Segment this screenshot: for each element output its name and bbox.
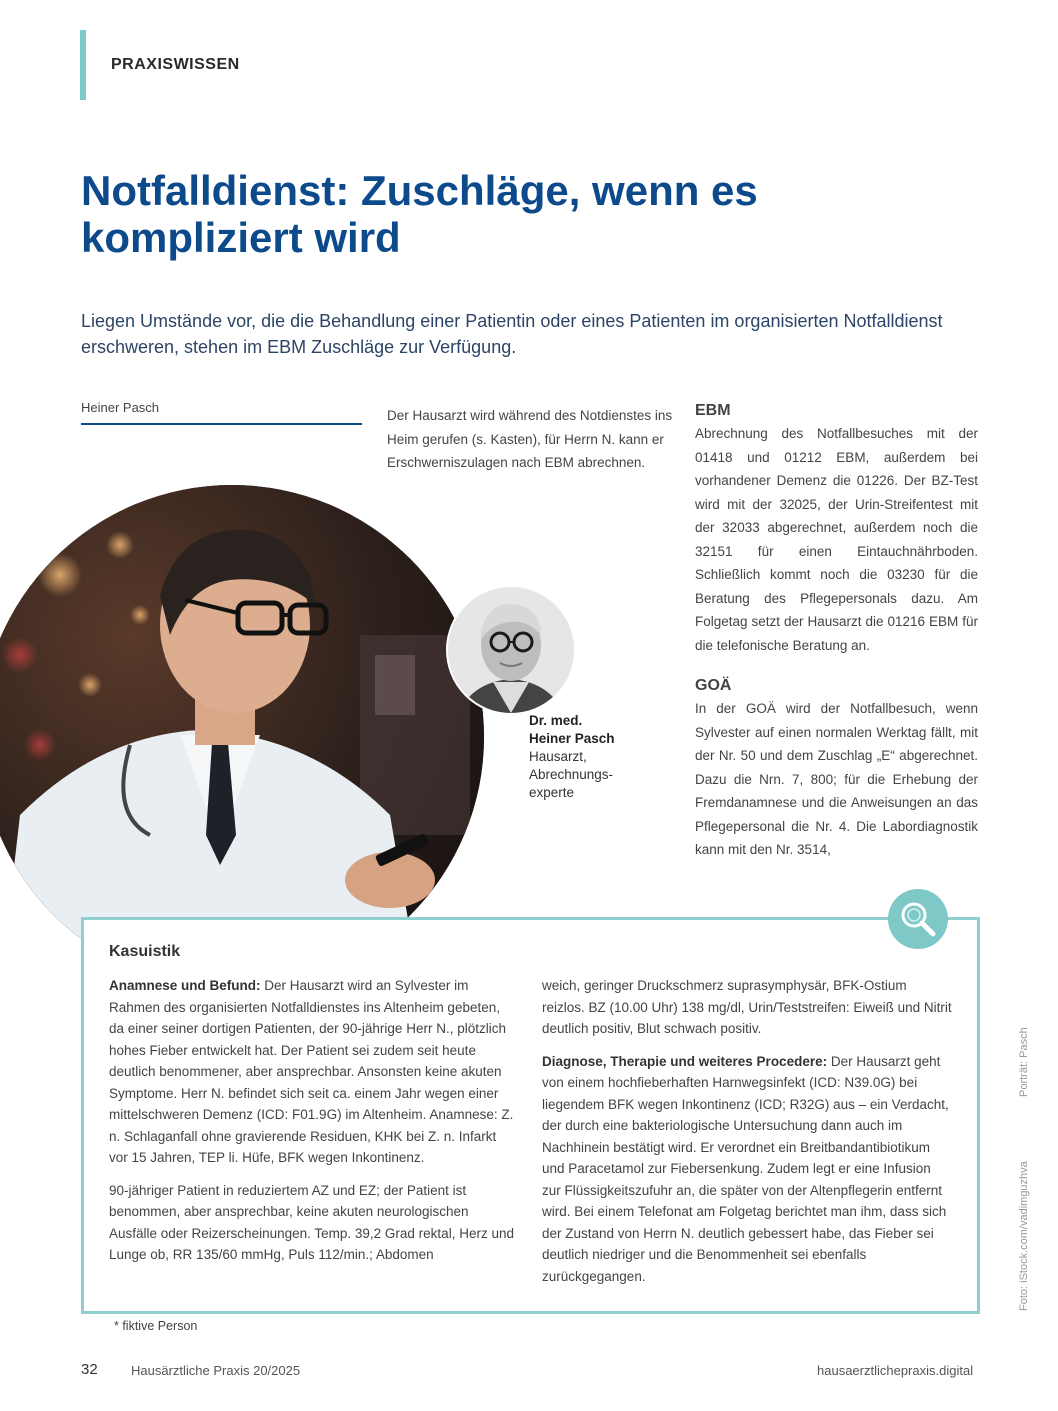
magnifier-badge — [888, 889, 948, 949]
case-anamnese-text: Der Hausarzt wird an Sylvester im Rahmen des organisierten Notfalldienstes ins Altenheim gebeten, da einer seiner dortigen Patienten, der 90-jährige Herr N., plötzlich hohes Fieber entwickelt hat. Der Patient sei zudem seit heute deutlich benommener, aber ansprechbar. Ansonsten keine akuten Symptome. Herr N. befindet sich seit ca. einem Jahr wegen einer mittelschweren Demenz (ICD: F01.9G) im Altenheim. Anamnese: Z. n. Schlaganfall ohne gravierende Residuen, KHK bei Z. n. Infarkt vor 15 Jahren, TEP li. Hüfe, BFK wegen Inkontinenz. — [109, 978, 514, 1165]
footnote: * fiktive Person — [114, 1319, 198, 1333]
ebm-text: Abrechnung des Notfallbesuches mit der 01418 und 01212 EBM, außerdem bei vorhandener Demenz die 01226. Der BZ-Test wird mit der 32025, der Urin-Streifentest mit der 32033 abgerechnet, außerdem noch die 32151 für einen Eintauchnährboden. Schließlich kommt noch die 03230 für die Beratung des Pflegepersonals dazu. Am Folgetag setzt der Hausarzt die 01216 EBM für die telefonische Beratung an. — [695, 426, 978, 653]
case-paragraph-4 — [542, 1051, 952, 1288]
billing-column — [695, 402, 978, 882]
expert-caption — [529, 712, 615, 802]
section-accent-bar — [80, 30, 86, 100]
case-diagnosis-text: Der Hausarzt geht von einem hochfieberhaften Harnwegsinfekt (ICD: N39.0G) bei liegendem BFK wegen Inkontinenz (ICD; R32G) aus – ein Verdacht, der durch eine bakteriologische Untersuchung dann auch im Nachhinein bestätigt wird. Er verordnet ein Breitbandantibiotikum und Paracetamol zur Fiebersenkung. Zudem legt er eine Infusion zur Flüssigkeitszufuhr an, die später von der Altenpflegerin entfernt wird. Bei einem Telefonat am Folgetag berichtet man ihm, dass sich der Zustand von Herrn N. deutlich gebessert habe, das Fieber sei deutlich niedriger und die Benommenheit sei ebenfalls zurückgegangen. — [542, 1053, 949, 1284]
doctor-illustration — [0, 485, 484, 989]
photo-credit: Foto: iStock.com/vadimguzhva — [1018, 1161, 1030, 1311]
expert-portrait — [446, 585, 576, 715]
case-anamnese-label: Anamnese und Befund: — [109, 978, 261, 993]
doctor-photo — [0, 485, 484, 989]
page-number: 32 — [81, 1361, 98, 1378]
case-column-right — [542, 975, 952, 1298]
case-paragraph-1 — [109, 975, 516, 1169]
expert-role-line1: Hausarzt, — [529, 749, 587, 764]
section-label: PRAXISWISSEN — [111, 56, 240, 73]
article-lead: Liegen Umstände vor, die die Behandlung einer Patientin oder eines Patienten im organisierten Notfalldienst erschweren, stehen im EBM Zuschläge zur Verfügung. — [81, 311, 943, 357]
case-paragraph-3: weich, geringer Druckschmerz suprasymphysär, BFK-Ostium reizlos. BZ (10.00 Uhr) 138 mg/dl, Urin/Teststreifen: Eiweiß und Nitrit deutlich positiv, Blut schwach positiv. — [542, 978, 952, 1036]
expert-role-line2: Abrechnungs- — [529, 767, 614, 782]
journal-name: Hausärztliche Praxis 20/2025 — [131, 1363, 301, 1378]
article-title: Notfalldienst: Zuschläge, wenn es kompliziert wird — [81, 167, 758, 261]
magnifier-icon — [888, 889, 948, 949]
intro-paragraph: Der Hausarzt wird während des Notdienstes ins Heim gerufen (s. Kasten), für Herrn N. kann er Erschwerniszulagen nach EBM abrechnen. — [387, 408, 673, 470]
case-diagnosis-label: Diagnose, Therapie und weiteres Procedere: — [542, 1053, 828, 1069]
expert-role-line3: experte — [529, 785, 575, 800]
portrait-credit: Porträt: Pasch — [1018, 1027, 1030, 1097]
case-box-title: Kasuistik — [109, 943, 181, 960]
expert-name-line1: Dr. med. — [529, 713, 583, 728]
goae-heading: GOÄ — [695, 677, 732, 694]
goae-text: In der GOÄ wird der Notfallbesuch, wenn Sylvester auf einen normalen Werktag fällt, mit der Nr. 50 und dem Zuschlag „E“ abgerechnet. Dazu die Nrn. 7, 800; für die Erhebung der Fremdanamnese und die Anweisungen an das Pflegepersonal die Nr. 4. Die Labordiagnostik kann mit den Nr. 3514, — [695, 701, 978, 857]
expert-name-line2: Heiner Pasch — [529, 731, 615, 746]
author-byline: Heiner Pasch — [81, 400, 362, 425]
expert-portrait-illustration — [448, 587, 574, 713]
case-column-left — [109, 975, 516, 1277]
website-link[interactable]: hausaerztlichepraxis.digital — [817, 1363, 974, 1378]
ebm-heading: EBM — [695, 402, 731, 419]
case-paragraph-2: 90-jähriger Patient in reduziertem AZ und EZ; der Patient ist benommen, aber ansprechbar, keine akuten neurologischen Ausfälle oder Reizerscheinungen. Temp. 39,2 Grad rektal, Herz und Lunge ob, RR 135/60 mmHg, Puls 112/min.; Abdomen — [109, 1182, 514, 1262]
